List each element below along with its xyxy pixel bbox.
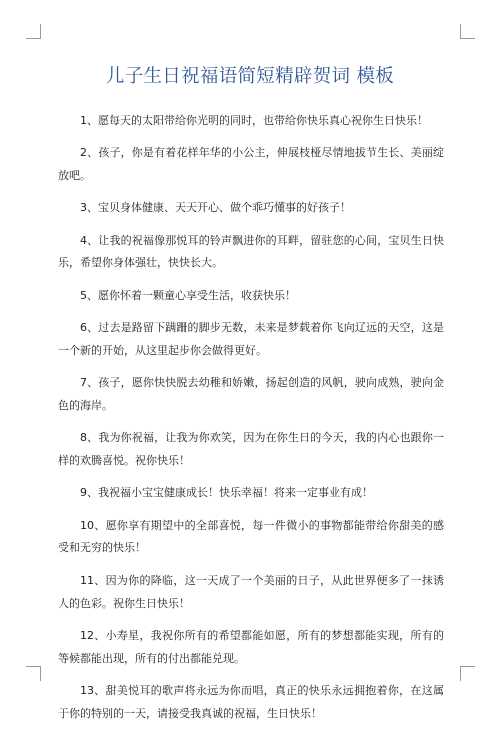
paragraph-7: 7、孩子，愿你快快脱去幼稚和娇嫩，扬起创造的风帆，驶向成熟，驶向金色的海岸。 [58, 376, 444, 412]
paragraph-9: 9、我祝福小宝宝健康成长！快乐幸福！将来一定事业有成！ [80, 486, 373, 500]
paragraph-8: 8、我为你祝福，让我为你欢笑，因为在你生日的今天，我的内心也跟你一样的欢腾喜悦。祝你快乐！ [58, 431, 444, 468]
paragraph-3: 3、宝贝身体健康、天天开心、做个乖巧懂事的好孩子！ [80, 201, 351, 215]
paragraph-4: 4、让我的祝福像那悦耳的铃声飘进你的耳畔，留驻您的心间，宝贝生日快乐，希望你身体强壮，快快长大。 [58, 233, 444, 270]
paragraph-13: 13、甜美悦耳的歌声将永远为你而唱，真正的快乐永远拥抱着你，在这属于你的特别的一天，请接受我真诚的祝福，生日快乐！ [58, 683, 444, 720]
paragraph-2: 2、孩子，你是有着花样年华的小公主，伸展枝桠尽情地拔节生长、美丽绽放吧。 [58, 146, 444, 183]
document-title: 儿子生日祝福语简短精辟贺词 模板 [105, 66, 395, 87]
paragraph-11: 11、因为你的降临，这一天成了一个美丽的日子，从此世界便多了一抹诱人的色彩。祝你生日快乐！ [58, 573, 444, 610]
crop-mark-top-right [460, 24, 475, 39]
crop-mark-top-left [26, 24, 41, 39]
paragraph-10: 10、愿你享有期望中的全部喜悦，每一件微小的事物都能带给你甜美的感受和无穷的快乐！ [58, 518, 444, 555]
crop-mark-bottom-left [26, 666, 41, 681]
document-body [58, 110, 444, 735]
paragraph-1: 1、愿每天的太阳带给你光明的同时，也带给你快乐真心祝你生日快乐！ [80, 114, 428, 127]
crop-mark-bottom-right [460, 666, 475, 681]
paragraph-12: 12、小寿星，我祝你所有的希望都能如愿，所有的梦想都能实现，所有的等候都能出现，所有的付出都能兑现。 [58, 628, 444, 665]
paragraph-5: 5、愿你怀着一颗童心享受生活，收获快乐！ [80, 288, 296, 302]
paragraph-6: 6、过去是路留下蹒跚的脚步无数，未来是梦载着你飞向辽远的天空，这是一个新的开始，从这里起步你会做得更好。 [58, 321, 444, 357]
